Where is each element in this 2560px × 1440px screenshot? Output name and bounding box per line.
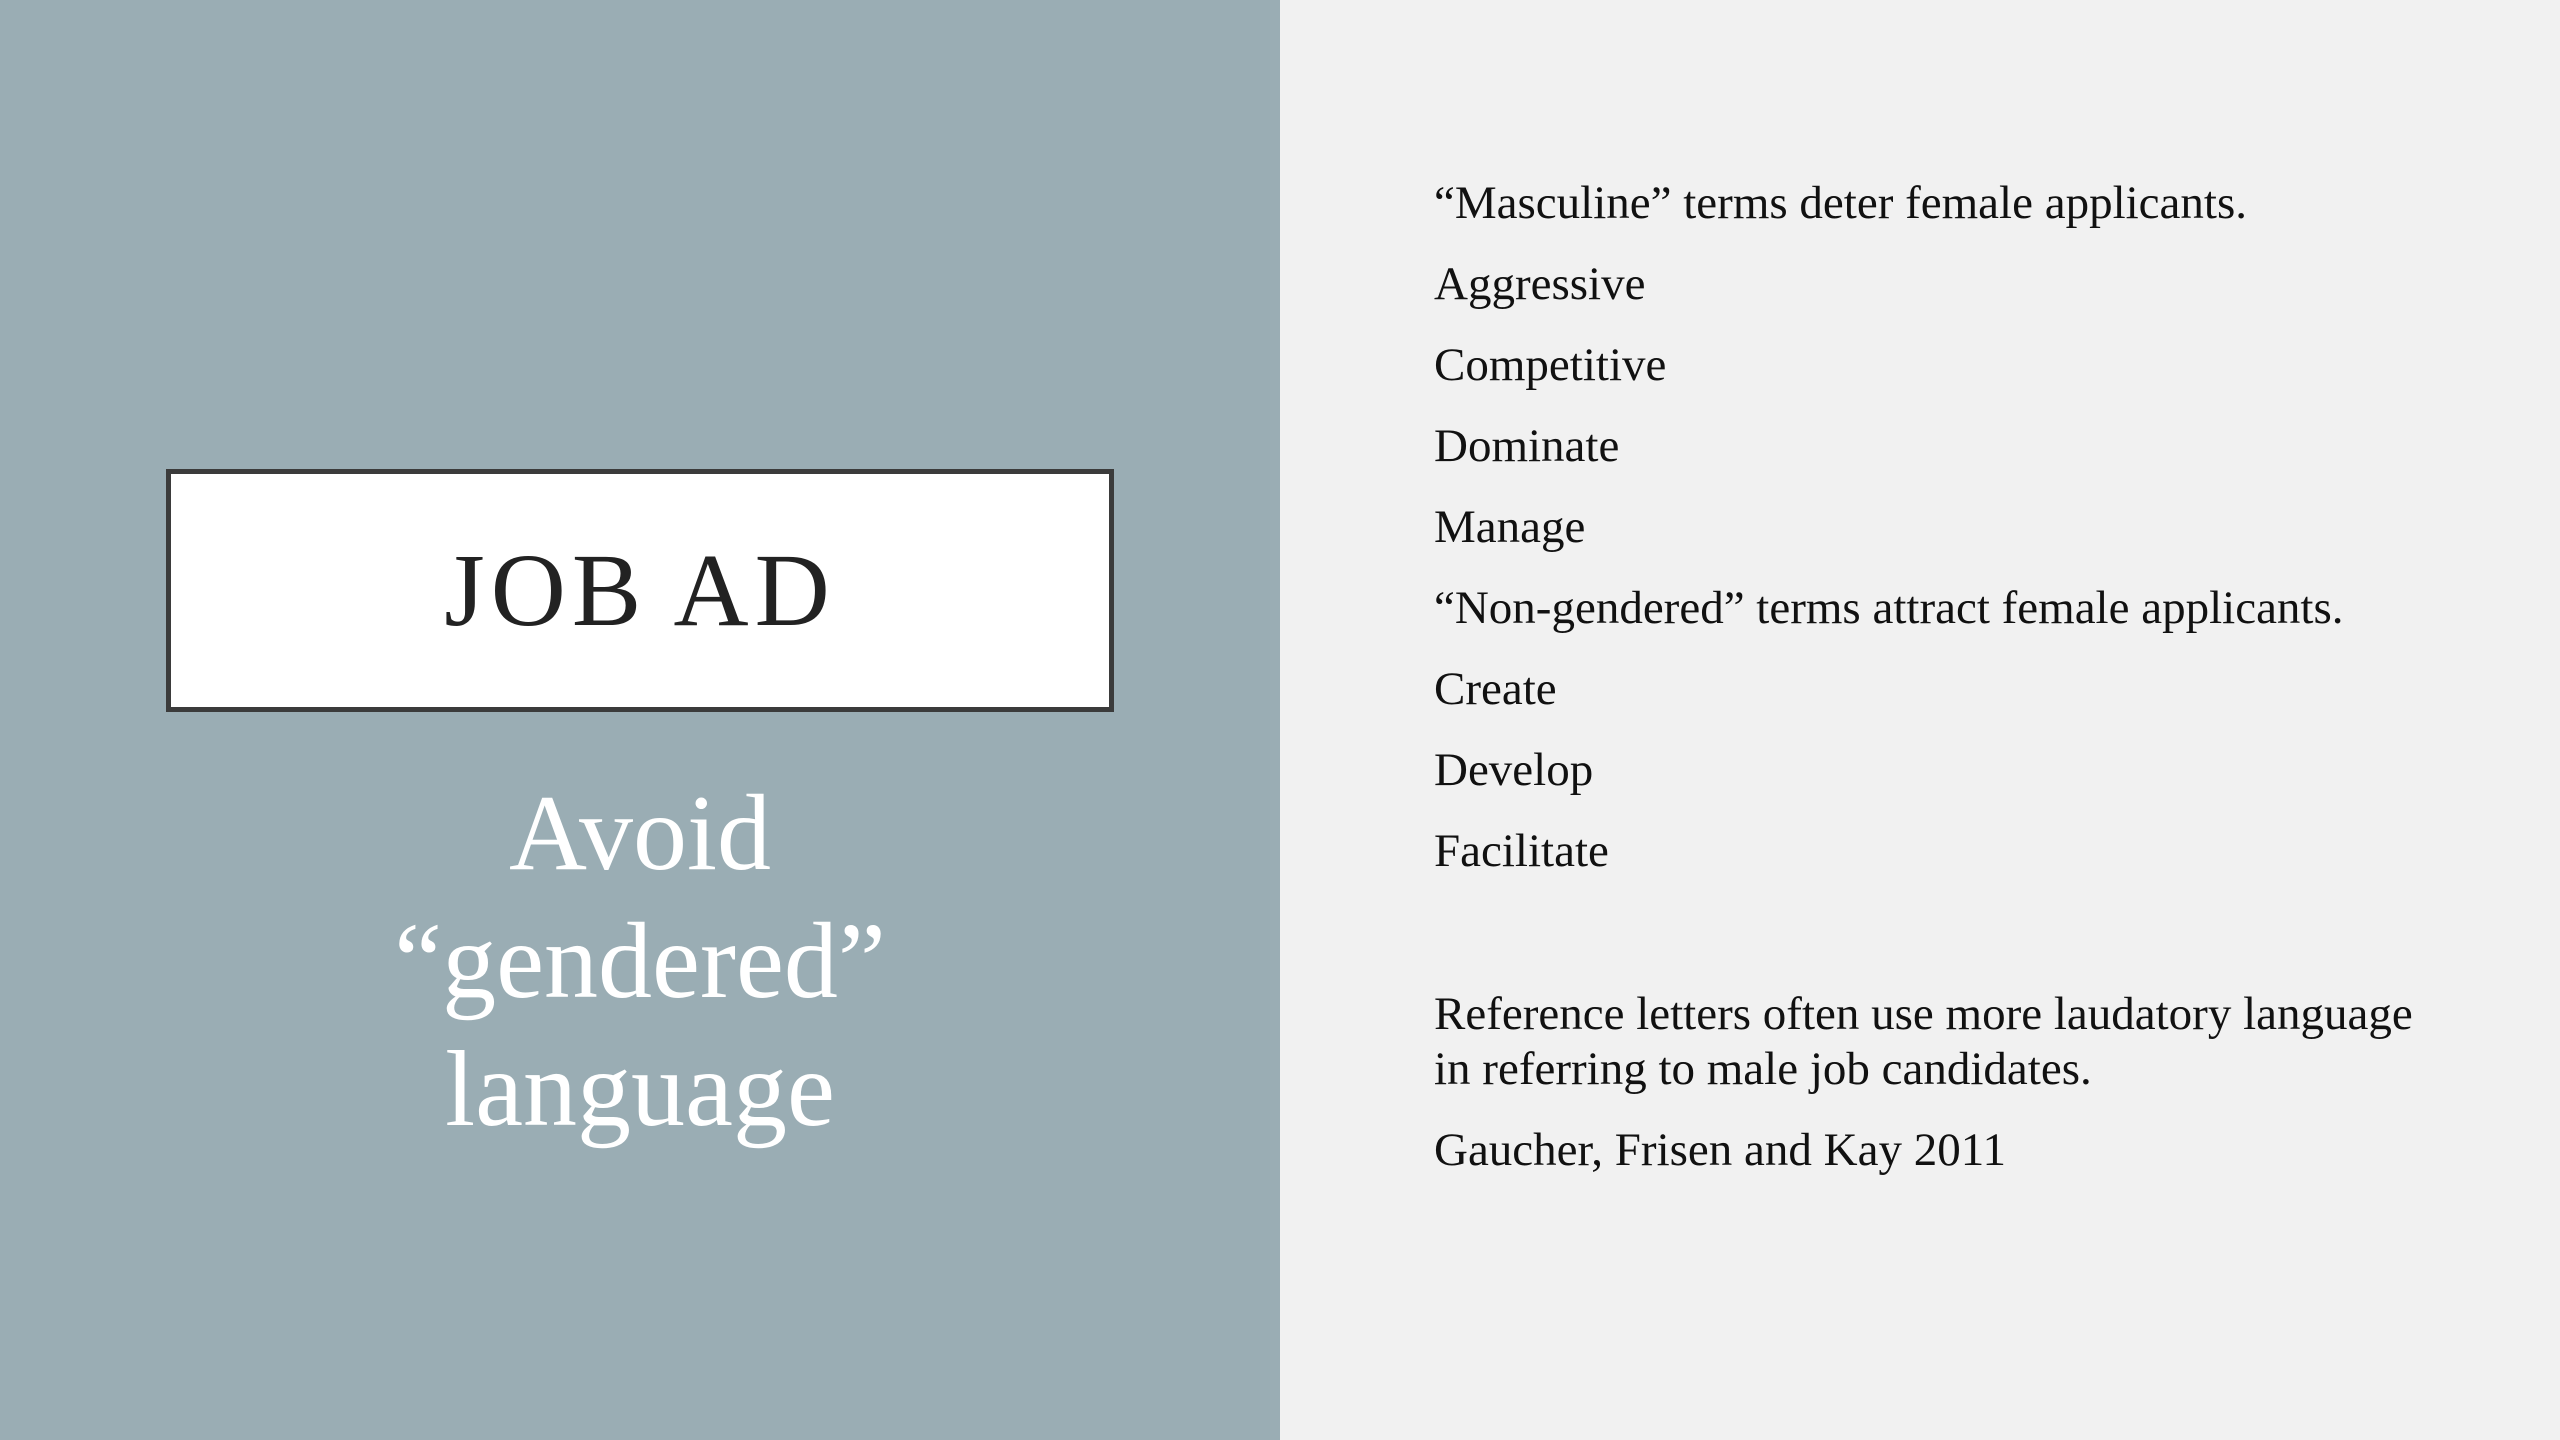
term-item: Facilitate — [1434, 825, 1609, 877]
term-item: Aggressive — [1434, 258, 1646, 310]
slide-subtitle — [200, 770, 1080, 1154]
subtitle-line: language — [445, 1030, 835, 1149]
title-box — [166, 469, 1114, 712]
term-item: Develop — [1434, 744, 1594, 796]
body-text — [1434, 176, 2454, 1204]
masculine-terms-heading: “Masculine” terms deter female applicants. — [1434, 177, 2247, 229]
reference-letters-note: Reference letters often use more laudatory language in referring to male job candidates. — [1434, 988, 2413, 1095]
non-gendered-terms-heading: “Non-gendered” terms attract female applicants. — [1434, 582, 2344, 634]
subtitle-line: Avoid — [509, 774, 771, 893]
term-item: Create — [1434, 663, 1557, 715]
right-panel — [1280, 0, 2560, 1440]
subtitle-line: “gendered” — [394, 902, 886, 1021]
slide-title: JOB AD — [444, 532, 836, 648]
citation: Gaucher, Frisen and Kay 2011 — [1434, 1124, 2006, 1176]
term-item: Dominate — [1434, 420, 1620, 472]
term-item: Manage — [1434, 501, 1586, 553]
term-item: Competitive — [1434, 339, 1667, 391]
